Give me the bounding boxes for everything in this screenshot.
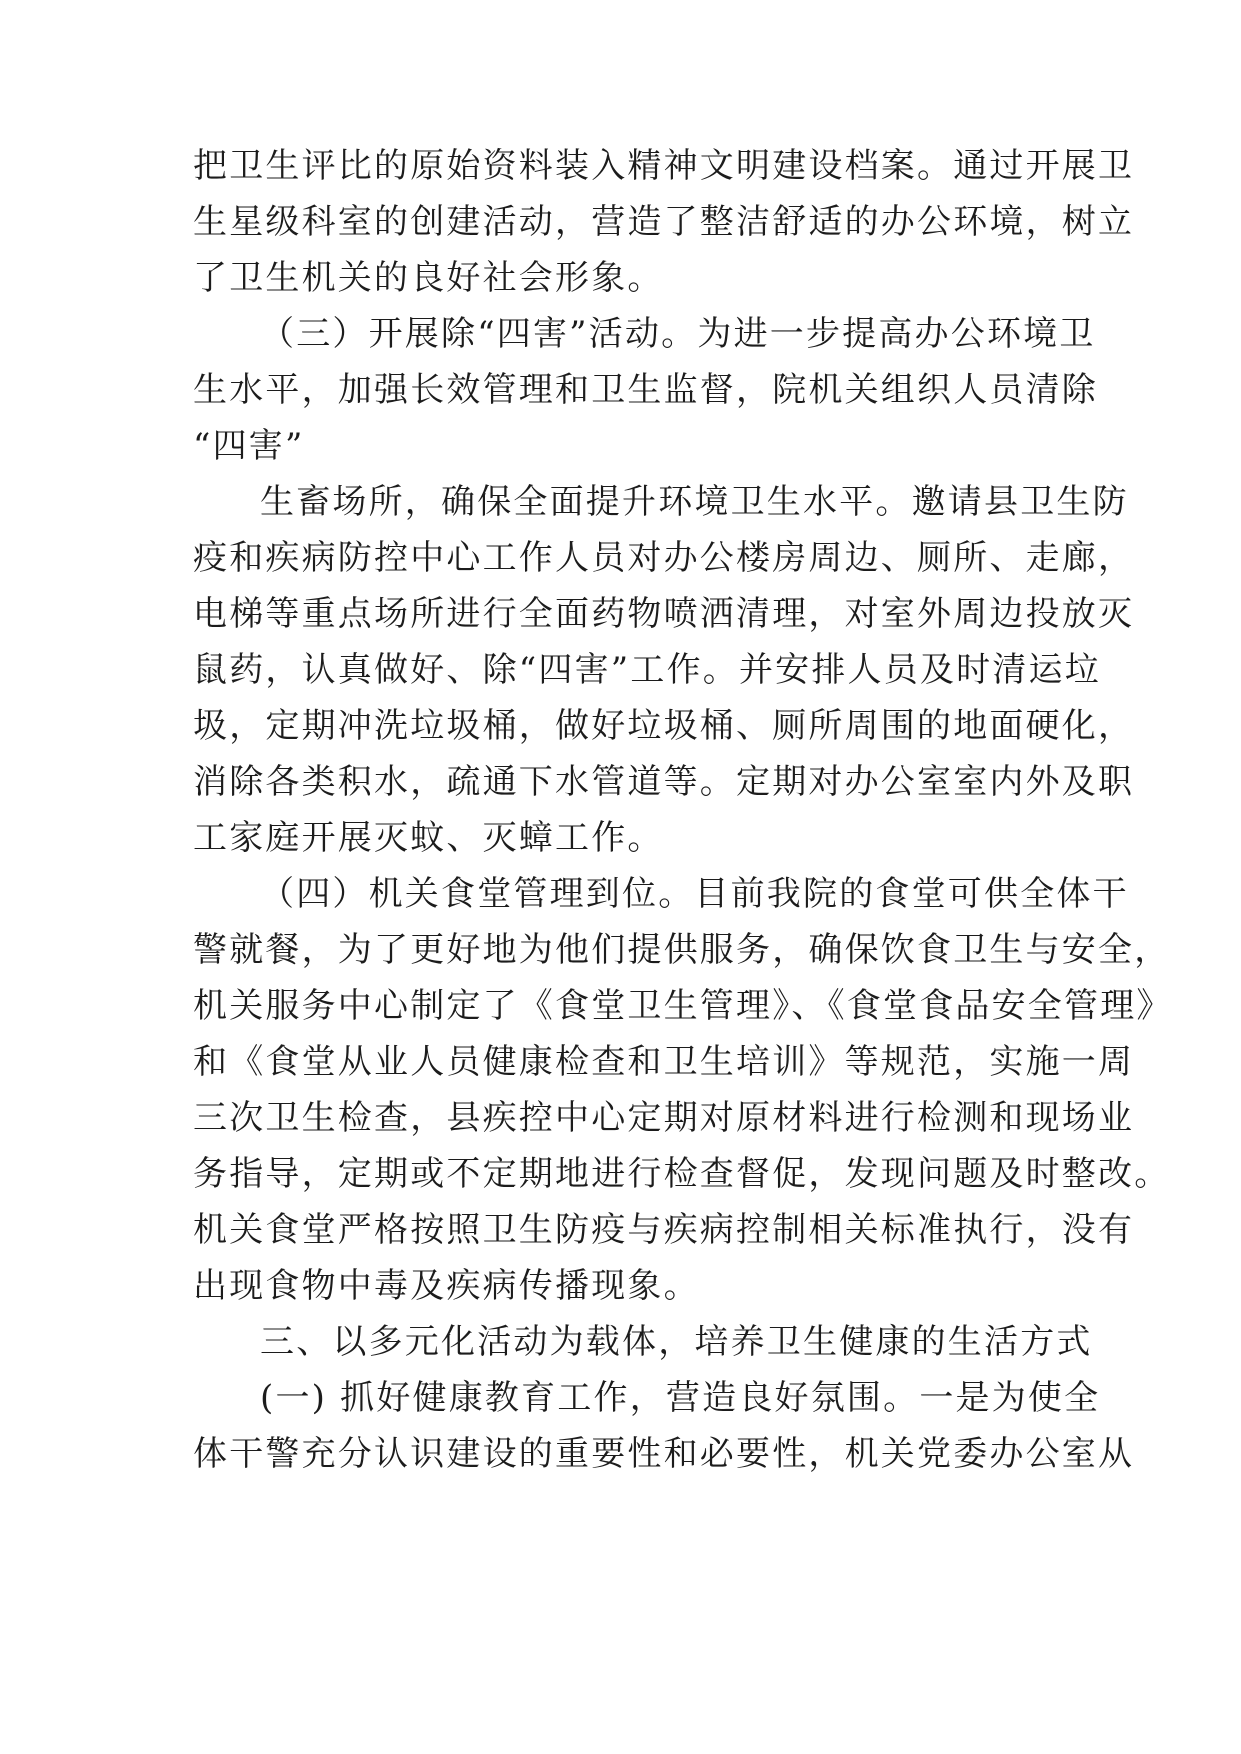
text-line: 机关食堂严格按照卫生防疫与疾病控制相关标准执行，没有: [193, 1210, 1135, 1250]
text-line: 圾，定期冲洗垃圾桶，做好垃圾桶、厕所周围的地面硬化，: [193, 706, 1135, 746]
text-line: 把卫生评比的原始资料装入精神文明建设档案。通过开展卫: [193, 146, 1135, 186]
text-line: 了卫生机关的良好社会形象。: [193, 258, 664, 298]
text-line: 生水平，加强长效管理和卫生监督，院机关组织人员清除: [193, 370, 1098, 410]
text-line: “四害”: [193, 426, 305, 466]
text-line: 生畜场所，确保全面提升环境卫生水平。邀请县卫生防: [260, 482, 1129, 522]
text-line: 消除各类积水，疏通下水管道等。定期对办公室室内外及职: [193, 762, 1135, 802]
text-line: 工家庭开展灭蚊、灭蟑工作。: [193, 818, 664, 858]
text-line: 体干警充分认识建设的重要性和必要性，机关党委办公室从: [193, 1434, 1135, 1474]
text-line: 警就餐，为了更好地为他们提供服务，确保饮食卫生与安全，: [193, 930, 1171, 970]
text-line: 务指导，定期或不定期地进行检查督促，发现问题及时整改。: [193, 1154, 1171, 1194]
section-heading-line: (一) 抓好健康教育工作，营造良好氛围。一是为使全: [260, 1378, 1101, 1418]
text-line: 电梯等重点场所进行全面药物喷洒清理，对室外周边投放灭: [193, 594, 1135, 634]
text-line: 疫和疾病防控中心工作人员对办公楼房周边、厕所、走廊，: [193, 538, 1135, 578]
section-heading-line: （四）机关食堂管理到位。目前我院的食堂可供全体干: [260, 874, 1129, 914]
text-line: 和《食堂从业人员健康检查和卫生培训》等规范，实施一周: [193, 1042, 1135, 1082]
text-line: 机关服务中心制定了《食堂卫生管理》、《食堂食品安全管理》: [193, 986, 1173, 1026]
text-line: 鼠药，认真做好、除“四害”工作。并安排人员及时清运垃: [193, 650, 1101, 690]
text-line: 出现食物中毒及疾病传播现象。: [193, 1266, 700, 1306]
text-line: 生星级科室的创建活动，营造了整洁舒适的办公环境，树立: [193, 202, 1135, 242]
section-heading-line: （三）开展除“四害”活动。为进一步提高办公环境卫: [260, 314, 1096, 354]
text-line: 三次卫生检查，县疾控中心定期对原材料进行检测和现场业: [193, 1098, 1135, 1138]
chapter-heading-line: 三、以多元化活动为载体，培养卫生健康的生活方式: [260, 1322, 1093, 1362]
